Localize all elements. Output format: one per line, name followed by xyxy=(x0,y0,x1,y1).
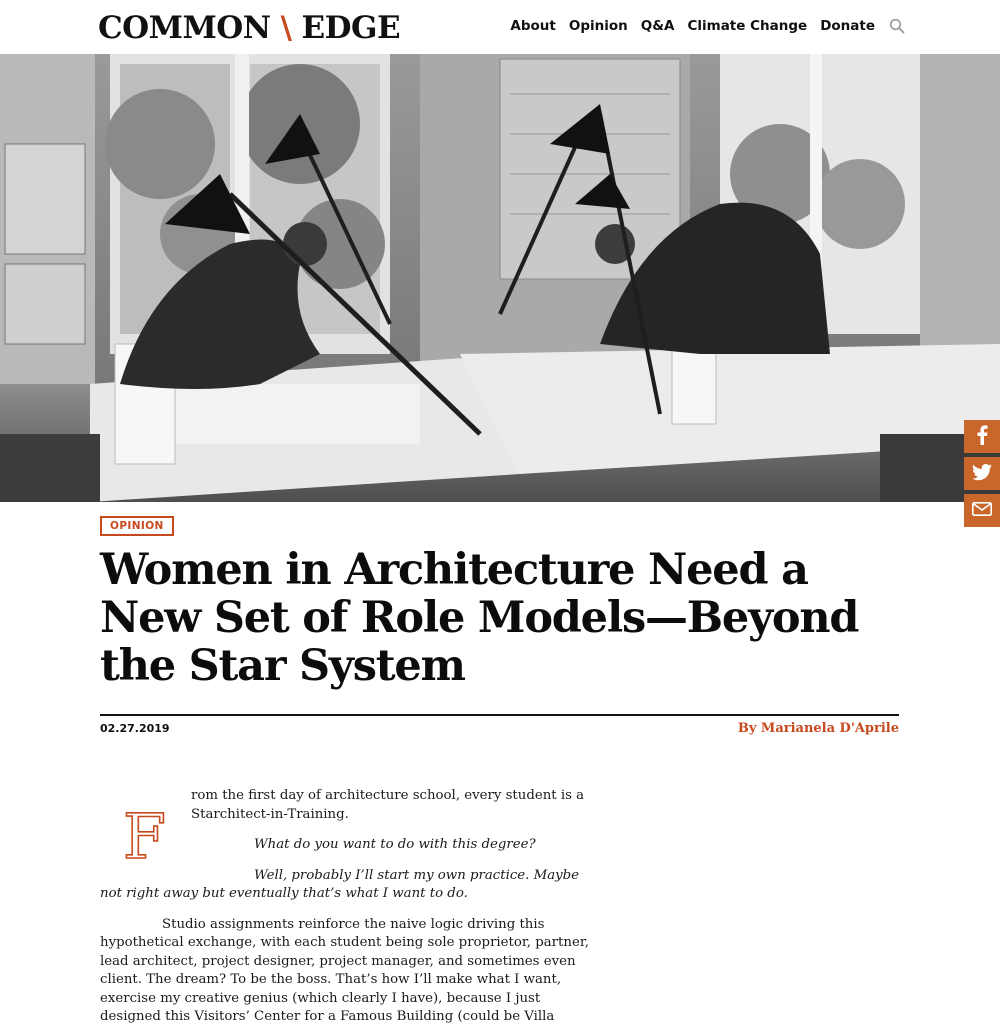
email-icon xyxy=(972,501,992,520)
facebook-icon xyxy=(975,425,989,449)
site-logo[interactable] xyxy=(98,10,400,46)
logo-text-right: EDGE xyxy=(301,10,401,46)
quote-answer: Well, probably I’ll start my own practice. Maybe not right away but eventually that’s what I want to do. xyxy=(100,867,580,901)
hero-photo-illustration xyxy=(0,54,1000,502)
search-icon[interactable] xyxy=(889,18,905,34)
logo-text-left: COMMON xyxy=(98,10,271,46)
email-share-button[interactable] xyxy=(964,494,1000,527)
nav-opinion[interactable]: Opinion xyxy=(568,18,628,34)
drop-cap: F xyxy=(123,800,167,873)
hero-image xyxy=(0,54,1000,502)
category-badge[interactable]: OPINION xyxy=(100,516,174,536)
title-divider xyxy=(100,714,899,716)
facebook-share-button[interactable] xyxy=(964,420,1000,453)
nav-donate[interactable]: Donate xyxy=(820,18,875,34)
site-header xyxy=(0,0,1000,54)
paragraph-studio: Studio assignments reinforce the naive logic driving this hypothetical exchange, with each student being sole proprietor, partner, lead architect, project designer, project manager, and sometimes even client. The dream? To be the boss. That’s how I’ll make what I want, exercise my creative genius (which clearly I have), because I just designed this Visitors’ Center for a Famous Building (could be Villa xyxy=(100,916,589,1024)
article-title: Women in Architecture Need a New Set of Role Models—Beyond the Star System xyxy=(100,545,859,691)
nav-qa[interactable]: Q&A xyxy=(640,18,675,34)
twitter-share-button[interactable] xyxy=(964,457,1000,490)
share-rail xyxy=(964,420,1000,531)
nav-about[interactable]: About xyxy=(510,18,556,34)
logo-slash: \ xyxy=(280,10,292,46)
twitter-icon xyxy=(972,464,992,484)
publish-date: 02.27.2019 xyxy=(100,722,170,735)
nav-climate-change[interactable]: Climate Change xyxy=(687,18,808,34)
author-byline[interactable]: By Marianela D'Aprile xyxy=(737,721,899,736)
article-body xyxy=(100,787,600,1027)
quote-question: What do you want to do with this degree? xyxy=(254,837,536,852)
main-nav xyxy=(510,18,905,34)
paragraph-intro: rom the first day of architecture school, every student is a Starchitect-in-Training. xyxy=(191,788,585,822)
